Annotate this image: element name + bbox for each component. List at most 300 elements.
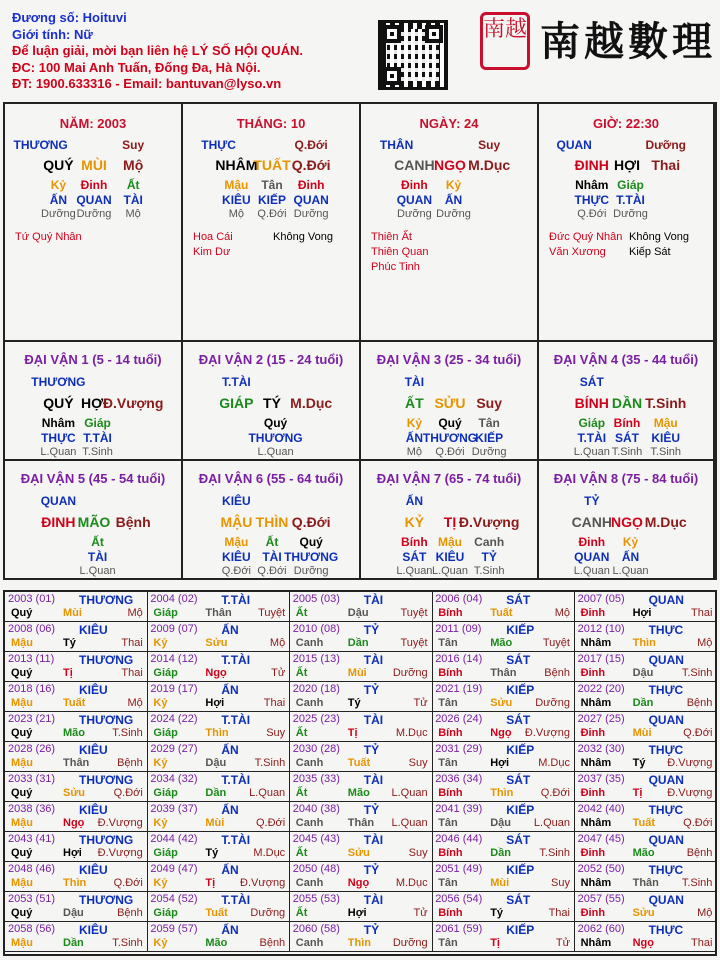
year-god: THƯƠNG <box>79 773 134 787</box>
year-label: 2021 (19) <box>435 683 483 695</box>
year-stage: L.Quan <box>249 787 286 799</box>
year-cell <box>5 652 148 682</box>
year-god: TỶ <box>363 923 380 937</box>
pillar-cell <box>5 104 183 342</box>
year-stem: Quý <box>11 907 33 919</box>
star-label: Thiên Quan <box>371 246 429 258</box>
year-label: 2037 (35) <box>577 773 625 785</box>
year-cell <box>432 832 575 862</box>
year-cell <box>147 742 290 772</box>
year-stage: Tử <box>413 907 428 919</box>
cell-text: T.Sinh <box>650 446 682 458</box>
cell-text: MÙI <box>81 157 107 173</box>
year-stem: Canh <box>295 697 324 709</box>
cell-text: KIÊU <box>222 193 251 207</box>
qr-code-icon <box>378 20 448 90</box>
year-stage: Q.Đới <box>113 787 143 799</box>
year-stem: Bính <box>438 607 463 619</box>
year-cell <box>5 892 148 922</box>
year-branch: Tị <box>490 937 500 949</box>
year-cell <box>147 592 290 622</box>
year-stem: Mậu <box>11 877 33 889</box>
year-stage: T.Sinh <box>254 757 286 769</box>
cell-text: THỰC <box>574 193 610 207</box>
cell-text: Mậu <box>653 416 678 430</box>
cell-text: Mộ <box>406 446 423 458</box>
year-label: 2043 (41) <box>8 833 56 845</box>
year-stage: L.Quan <box>533 817 570 829</box>
header-line: Để luận giải, mời bạn liên hệ LÝ SỐ HỘI QUÁN. <box>12 43 303 58</box>
year-label: 2050 (48) <box>292 863 340 875</box>
year-branch: Tị <box>347 727 358 739</box>
year-cell <box>5 622 148 652</box>
year-label: 2040 (38) <box>292 803 340 815</box>
year-branch: Tuất <box>205 907 228 919</box>
cell-text: THƯƠNG <box>13 138 68 152</box>
year-stage: Dưỡng <box>392 937 428 949</box>
year-stage: Suy <box>408 847 428 859</box>
cell-text: Suy <box>478 138 501 152</box>
year-stem: Nhâm <box>580 877 612 889</box>
year-label: 2036 (34) <box>435 773 483 785</box>
year-label: 2054 (52) <box>150 893 198 905</box>
cell-text: NHÂM <box>215 157 258 173</box>
year-stage: Tuyệt <box>400 637 428 649</box>
year-stem: Kỷ <box>153 637 168 649</box>
star-label: Tứ Quý Nhân <box>15 231 82 243</box>
cell-text: Giáp <box>617 178 644 192</box>
year-stem: Đinh <box>580 667 606 679</box>
year-branch: Tý <box>347 697 361 709</box>
pillar-cell <box>183 104 361 342</box>
ten-god: QUAN <box>40 494 77 508</box>
year-stem: Canh <box>295 877 324 889</box>
year-god: THỰC <box>648 863 684 877</box>
ten-god: KIÊU <box>222 494 251 508</box>
year-cell <box>147 802 290 832</box>
year-branch: Dậu <box>632 667 654 679</box>
year-cell <box>147 712 290 742</box>
year-branch: Tý <box>63 637 76 649</box>
year-branch: Sửu <box>205 637 228 649</box>
cell-text: Ất <box>265 535 279 549</box>
cell-text: MẬU <box>220 514 253 530</box>
dai-van-cell <box>361 461 539 580</box>
year-cell <box>290 682 433 712</box>
year-label: 2006 (04) <box>435 593 483 605</box>
cell-text: NGỌ <box>611 514 643 530</box>
year-god: TỶ <box>363 623 380 637</box>
year-label: 2051 (49) <box>435 863 483 875</box>
cell-text: Dưỡng <box>436 208 471 220</box>
year-god: THỰC <box>648 623 684 637</box>
year-branch: Tuất <box>63 697 86 709</box>
year-cell <box>290 862 433 892</box>
year-stem: Kỷ <box>153 817 168 829</box>
cell-text: CANH <box>571 514 613 530</box>
year-branch: Thân <box>490 667 517 679</box>
year-label: 2033 (31) <box>8 773 56 785</box>
year-stem: Ất <box>295 847 308 859</box>
ten-god: ẤN <box>405 494 424 508</box>
year-god: KIẾP <box>506 923 535 937</box>
year-label: 2010 (08) <box>292 623 340 635</box>
year-label: 2055 (53) <box>292 893 340 905</box>
pillar-title: NGÀY: 24 <box>419 116 479 131</box>
year-stage: Tuyệt <box>400 607 428 619</box>
year-god: KIÊU <box>79 923 108 937</box>
year-stage: M.Dục <box>538 757 570 769</box>
ten-god: T.TÀI <box>222 375 251 389</box>
dai-van-cell <box>361 342 539 461</box>
cell-text: Mậu <box>438 535 462 549</box>
year-branch: Mão <box>632 847 655 859</box>
year-cell <box>575 652 718 682</box>
cell-text: M.Dục <box>644 514 687 530</box>
cell-text: Q.Đới <box>294 138 328 152</box>
year-cell <box>5 712 148 742</box>
dai-van-title: ĐẠI VẬN 8 (75 - 84 tuổi) <box>553 471 699 486</box>
year-cell <box>5 592 148 622</box>
cell-text: Đinh <box>401 178 428 192</box>
year-god: T.TÀI <box>221 773 251 787</box>
year-god: QUAN <box>648 773 684 787</box>
year-stem: Mậu <box>11 697 33 709</box>
year-god: T.TÀI <box>221 833 251 847</box>
cell-text: DẦN <box>611 395 643 411</box>
year-branch: Tý <box>205 847 219 859</box>
year-stem: Giáp <box>153 607 178 619</box>
year-label: 2017 (15) <box>577 653 625 665</box>
year-cell <box>432 892 575 922</box>
star-label: Hoa Cái <box>193 231 233 243</box>
year-cell <box>5 802 148 832</box>
year-god: QUAN <box>648 713 684 727</box>
year-branch: Ngọ <box>632 937 654 949</box>
year-stage: T.Sinh <box>539 847 570 859</box>
year-label: 2004 (02) <box>150 593 198 605</box>
year-branch: Mão <box>490 637 513 649</box>
year-branch: Dần <box>490 847 511 859</box>
year-stage: M.Dục <box>395 727 428 739</box>
year-cell <box>290 892 433 922</box>
cell-text: Dưỡng <box>293 565 329 577</box>
cell-text: Tân <box>261 178 283 192</box>
cell-text: Suy <box>476 395 502 411</box>
year-cell <box>5 862 148 892</box>
pillar-title: GIỜ: 22:30 <box>592 116 659 131</box>
cell-text: Q.Đới <box>257 208 287 220</box>
year-branch: Mùi <box>205 817 225 829</box>
year-stage: Tử <box>555 937 570 949</box>
cell-text: T.TÀI <box>616 193 645 207</box>
year-stage: Dưỡng <box>392 667 428 679</box>
cell-text: TÀI <box>123 193 143 207</box>
year-branch: Mão <box>205 937 228 949</box>
year-stage: Q.Đới <box>683 817 713 829</box>
cell-text: Dưỡng <box>41 208 76 220</box>
year-branch: Dần <box>347 637 369 649</box>
year-stage: T.Sinh <box>681 877 713 889</box>
dai-van-title: ĐẠI VẬN 5 (45 - 54 tuổi) <box>20 471 166 486</box>
cell-text: M.Dục <box>290 395 333 411</box>
year-stage: Mộ <box>127 697 143 709</box>
cell-text: BÍNH <box>574 395 609 411</box>
year-label: 2030 (28) <box>292 743 340 755</box>
cell-text: L.Quan <box>431 565 469 577</box>
ten-god: THƯƠNG <box>31 375 86 389</box>
year-stage: Thai <box>690 607 713 619</box>
year-label: 2053 (51) <box>8 893 56 905</box>
year-god: SÁT <box>506 773 531 787</box>
year-stage: Bệnh <box>259 937 286 949</box>
year-label: 2038 (36) <box>8 803 56 815</box>
cell-text: Q.Đới <box>257 565 287 577</box>
year-branch: Hợi <box>632 607 652 619</box>
cell-text: HỢI <box>81 395 107 411</box>
year-stage: Suy <box>408 757 428 769</box>
header-line: Giới tính: Nữ <box>12 26 93 42</box>
year-branch: Dần <box>632 697 654 709</box>
year-god: ẤN <box>221 683 239 697</box>
year-stem: Mậu <box>11 817 33 829</box>
cell-text: Canh <box>474 535 505 549</box>
year-cell <box>147 892 290 922</box>
year-stage: Tuyệt <box>542 637 570 649</box>
year-stage: Q.Đới <box>540 787 570 799</box>
year-label: 2049 (47) <box>150 863 198 875</box>
year-god: KIÊU <box>79 803 108 817</box>
year-god: THƯƠNG <box>79 593 134 607</box>
year-label: 2042 (40) <box>577 803 625 815</box>
year-god: T.TÀI <box>221 713 251 727</box>
cell-text: QUAN <box>556 138 592 152</box>
year-god: KIÊU <box>79 683 108 697</box>
dai-van-cell <box>539 461 715 580</box>
year-god: TÀI <box>363 773 384 787</box>
year-branch: Mùi <box>347 667 367 679</box>
cell-text: Đ.Vượng <box>102 395 164 411</box>
year-stem: Giáp <box>153 667 178 679</box>
year-stem: Quý <box>11 787 33 799</box>
star-label: Thiên Ất <box>371 231 412 243</box>
cell-text: MÃO <box>77 514 111 530</box>
year-stem: Tân <box>438 757 458 769</box>
year-god: TÀI <box>363 593 384 607</box>
cell-text: TỶ <box>481 550 497 564</box>
year-god: ẤN <box>221 743 239 757</box>
year-god: T.TÀI <box>221 653 251 667</box>
year-stage: Suy <box>266 727 286 739</box>
year-stem: Bính <box>438 787 463 799</box>
cell-text: THƯƠNG <box>284 550 339 564</box>
year-stage: Tử <box>413 697 428 709</box>
year-branch: Ngọ <box>490 727 512 739</box>
year-stem: Đinh <box>580 787 606 799</box>
year-cell <box>290 652 433 682</box>
year-stage: Mộ <box>269 637 286 649</box>
year-branch: Mùi <box>63 607 82 619</box>
year-branch: Tị <box>205 877 216 889</box>
cell-text: SÁT <box>615 431 639 445</box>
star-label: Phúc Tinh <box>371 261 420 273</box>
year-cell <box>575 772 718 802</box>
year-stem: Mậu <box>11 937 33 949</box>
cell-text: Nhâm <box>41 416 76 430</box>
year-branch: Tuất <box>490 607 513 619</box>
ten-god: TỶ <box>584 494 600 508</box>
year-label: 2003 (01) <box>8 593 56 605</box>
dai-van-title: ĐẠI VẬN 6 (55 - 64 tuổi) <box>198 471 344 486</box>
year-cell <box>575 802 718 832</box>
year-stem: Canh <box>295 637 324 649</box>
cell-text: Dưỡng <box>613 208 648 220</box>
year-branch: Mùi <box>490 877 510 889</box>
cell-text: THÂN <box>379 138 414 152</box>
year-branch: Ngọ <box>205 667 227 679</box>
year-cell <box>432 862 575 892</box>
year-stage: Tử <box>271 667 286 679</box>
year-cell <box>147 862 290 892</box>
cell-text: Kỷ <box>50 178 67 192</box>
year-cell <box>575 862 718 892</box>
dai-van-title: ĐẠI VẬN 4 (35 - 44 tuổi) <box>553 352 699 367</box>
dai-van-cell <box>183 342 361 461</box>
year-label: 2060 (58) <box>292 923 340 935</box>
year-stage: Mộ <box>697 637 713 649</box>
year-cell <box>575 592 718 622</box>
year-label: 2031 (29) <box>435 743 483 755</box>
year-branch: Tị <box>63 667 73 679</box>
cell-text: QUÝ <box>43 395 74 411</box>
year-cell <box>290 922 433 952</box>
cell-text: Mộ <box>123 157 144 173</box>
year-branch: Mão <box>63 727 85 739</box>
cell-text: L.Quan <box>257 446 294 458</box>
year-cell <box>432 772 575 802</box>
year-label: 2025 (23) <box>292 713 340 725</box>
year-god: ẤN <box>221 863 239 877</box>
star-label: Không Vong <box>273 231 333 243</box>
cell-text: Tân <box>478 416 500 430</box>
year-branch: Thìn <box>63 877 87 889</box>
cell-text: Giáp <box>578 416 606 430</box>
cell-text: Kỷ <box>445 178 462 192</box>
year-god: SÁT <box>506 653 531 667</box>
dai-van-cell <box>539 342 715 461</box>
year-stage: Thai <box>121 667 143 679</box>
year-cell <box>575 832 718 862</box>
year-god: KIẾP <box>506 803 535 817</box>
cell-text: Kỷ <box>622 535 639 549</box>
year-cell <box>147 622 290 652</box>
year-god: QUAN <box>648 833 684 847</box>
year-label: 2028 (26) <box>8 743 56 755</box>
year-label: 2061 (59) <box>435 923 483 935</box>
cell-text: TÝ <box>263 395 281 411</box>
year-stage: M.Dục <box>253 847 286 859</box>
cell-text: Mậu <box>224 535 249 549</box>
year-stem: Nhâm <box>580 937 612 949</box>
year-stage: Đ.Vượng <box>97 847 143 859</box>
year-god: TÀI <box>363 713 384 727</box>
dai-van-title: ĐẠI VẬN 3 (25 - 34 tuổi) <box>376 352 522 367</box>
year-stage: Suy <box>551 877 570 889</box>
year-stage: L.Quan <box>391 817 428 829</box>
cell-text: Mộ <box>228 208 245 220</box>
cell-text: L.Quan <box>79 565 116 577</box>
year-stem: Canh <box>295 937 324 949</box>
year-cell <box>147 922 290 952</box>
year-stem: Mậu <box>11 637 33 649</box>
ten-god: TÀI <box>404 375 425 389</box>
year-stem: Nhâm <box>580 637 612 649</box>
year-stage: L.Quan <box>391 787 428 799</box>
year-god: KIÊU <box>79 743 108 757</box>
year-stem: Quý <box>11 667 33 679</box>
year-stem: Ất <box>295 667 308 679</box>
year-label: 2035 (33) <box>292 773 340 785</box>
cell-text: Kỷ <box>406 416 423 430</box>
year-cell <box>147 832 290 862</box>
year-label: 2014 (12) <box>150 653 198 665</box>
year-branch: Dậu <box>490 817 511 829</box>
year-cell <box>290 742 433 772</box>
cell-text: Đ.Vượng <box>458 514 520 530</box>
dai-van-cell <box>5 342 183 461</box>
dai-van-title: ĐẠI VẬN 2 (15 - 24 tuổi) <box>198 352 344 367</box>
year-branch: Sửu <box>63 787 86 799</box>
cell-text: KIẾP <box>475 431 504 445</box>
year-label: 2045 (43) <box>292 833 340 845</box>
year-god: ẤN <box>221 923 239 937</box>
year-god: SÁT <box>506 593 531 607</box>
year-cell <box>432 802 575 832</box>
cell-text: KIÊU <box>435 550 465 564</box>
year-stem: Giáp <box>153 727 178 739</box>
cell-text: Bính <box>401 535 428 549</box>
cell-text: Q.Đới <box>291 514 331 530</box>
year-label: 2052 (50) <box>577 863 625 875</box>
year-stem: Đinh <box>580 907 606 919</box>
cell-text: L.Quan <box>573 565 610 577</box>
year-label: 2019 (17) <box>150 683 198 695</box>
year-stem: Giáp <box>153 847 178 859</box>
cell-text: Ất <box>126 178 140 192</box>
year-stage: Đ.Vượng <box>667 757 713 769</box>
pillar-cell <box>539 104 715 342</box>
year-label: 2034 (32) <box>150 773 198 785</box>
year-god: KIẾP <box>506 863 535 877</box>
year-branch: Mão <box>347 787 370 799</box>
year-stage: Bệnh <box>117 757 143 769</box>
cell-text: TỊ <box>443 514 457 530</box>
year-god: THỰC <box>648 803 684 817</box>
year-branch: Sửu <box>347 847 370 859</box>
year-branch: Hợi <box>347 907 367 919</box>
cell-text: Nhâm <box>575 178 609 192</box>
cell-text: Q.Đới <box>221 565 251 577</box>
year-branch: Sửu <box>632 907 655 919</box>
year-cell <box>432 652 575 682</box>
year-cell <box>5 772 148 802</box>
cell-text: Thai <box>651 157 681 173</box>
cell-text: Q.Đới <box>435 446 465 458</box>
year-god: THƯƠNG <box>79 893 134 907</box>
year-branch: Tuất <box>632 817 655 829</box>
cell-text: SỬU <box>434 395 466 411</box>
year-stem: Canh <box>295 817 324 829</box>
